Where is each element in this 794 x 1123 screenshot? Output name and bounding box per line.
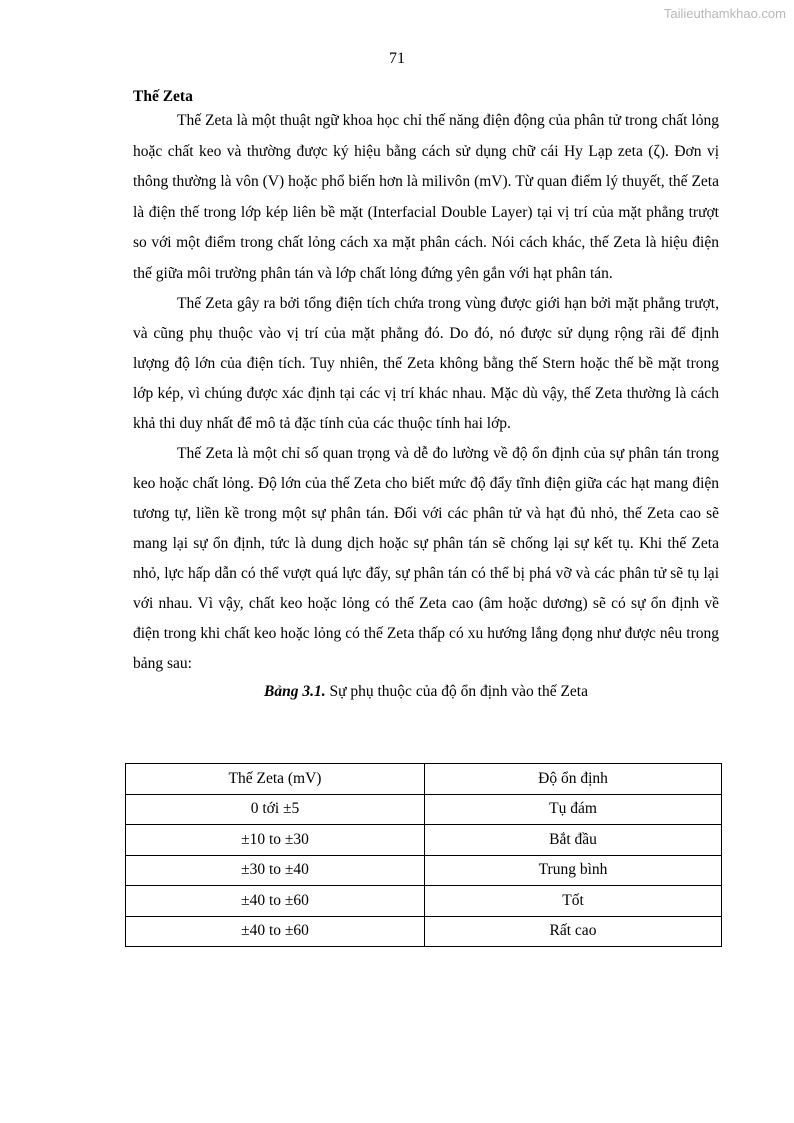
table-cell-stability: Tốt — [425, 886, 722, 917]
paragraph-2: Thế Zeta gây ra bởi tổng điện tích chứa trong vùng được giới hạn bởi mặt phẳng trượt, và cũng phụ thuộc vào vị trí của mặt phẳng đó. Do đó, nó được sử dụng rộng rãi để định lượng độ lớn của điện tích. Tuy nhiên, thế Zeta không bằng thế Stern hoặc thế bề mặt trong lớp kép, vì chúng được xác định tại các vị trí khác nhau. Mặc dù vậy, thế Zeta thường là cách khả thi duy nhất để mô tả đặc tính của các thuộc tính hai lớp. — [133, 295, 719, 432]
table-cell-zeta: ±10 to ±30 — [126, 825, 425, 856]
table-row — [126, 855, 722, 886]
table-cell-zeta: ±40 to ±60 — [126, 916, 425, 947]
table-row — [126, 916, 722, 947]
table-row — [126, 794, 722, 825]
table-cell-zeta: 0 tới ±5 — [126, 794, 425, 825]
document-body — [133, 86, 719, 703]
paragraph-1: Thế Zeta là một thuật ngữ khoa học chỉ thế năng điện động của phân tử trong chất lỏng hoặc chất keo và thường được ký hiệu bằng cách sử dụng chữ cái Hy Lạp zeta (ζ). Đơn vị thông thường là vôn (V) hoặc phổ biến hơn là milivôn (mV). Từ quan điểm lý thuyết, thế Zeta là điện thế trong lớp kép liên bề mặt (Interfacial Double Layer) tại vị trí của mặt phẳng trượt so với một điểm trong chất lỏng cách xa mặt phân cách. Nói cách khác, thế Zeta là hiệu điện thế giữa môi trường phân tán và lớp chất lỏng đứng yên gắn với hạt phân tán. — [133, 112, 719, 282]
table-caption-text: Sự phụ thuộc của độ ổn định vào thế Zeta — [325, 683, 588, 700]
table-cell-stability: Bắt đầu — [425, 825, 722, 856]
table-cell-zeta: ±40 to ±60 — [126, 886, 425, 917]
section-title: Thế Zeta — [133, 88, 193, 105]
table-cell-stability: Trung bình — [425, 855, 722, 886]
page-number: 71 — [389, 50, 405, 67]
watermark: Tailieuthamkhao.com — [663, 6, 786, 21]
table-cell-stability: Tụ đám — [425, 794, 722, 825]
zeta-stability-table — [125, 763, 722, 947]
paragraph-3: Thế Zeta là một chỉ số quan trọng và dễ đo lường về độ ổn định của sự phân tán trong keo hoặc chất lỏng. Độ lớn của thế Zeta cho biết mức độ đẩy tĩnh điện giữa các hạt mang điện tương tự, liền kề trong một sự phân tán. Đối với các phân tử và hạt đủ nhỏ, thế Zeta cao sẽ mang lại sự ổn định, tức là dung dịch hoặc sự phân tán sẽ chống lại sự kết tụ. Khi thế Zeta nhỏ, lực hấp dẫn có thể vượt quá lực đẩy, sự phân tán có thể bị phá vỡ và các phân tử sẽ tụ lại với nhau. Vì vậy, chất keo hoặc lỏng có thế Zeta cao (âm hoặc dương) sẽ có sự ổn định về điện trong khi chất keo hoặc lỏng có thế Zeta thấp có xu hướng lắng đọng như được nêu trong bảng sau: — [133, 445, 719, 672]
table-cell-zeta: ±30 to ±40 — [126, 855, 425, 886]
table-caption-label: Bảng 3.1. — [264, 683, 326, 700]
table-caption — [133, 681, 719, 703]
table-header-row — [126, 764, 722, 795]
table-row — [126, 886, 722, 917]
table-header-zeta: Thế Zeta (mV) — [126, 764, 425, 795]
table-cell-stability: Rất cao — [425, 916, 722, 947]
table-header-stability: Độ ổn định — [425, 764, 722, 795]
table-row — [126, 825, 722, 856]
